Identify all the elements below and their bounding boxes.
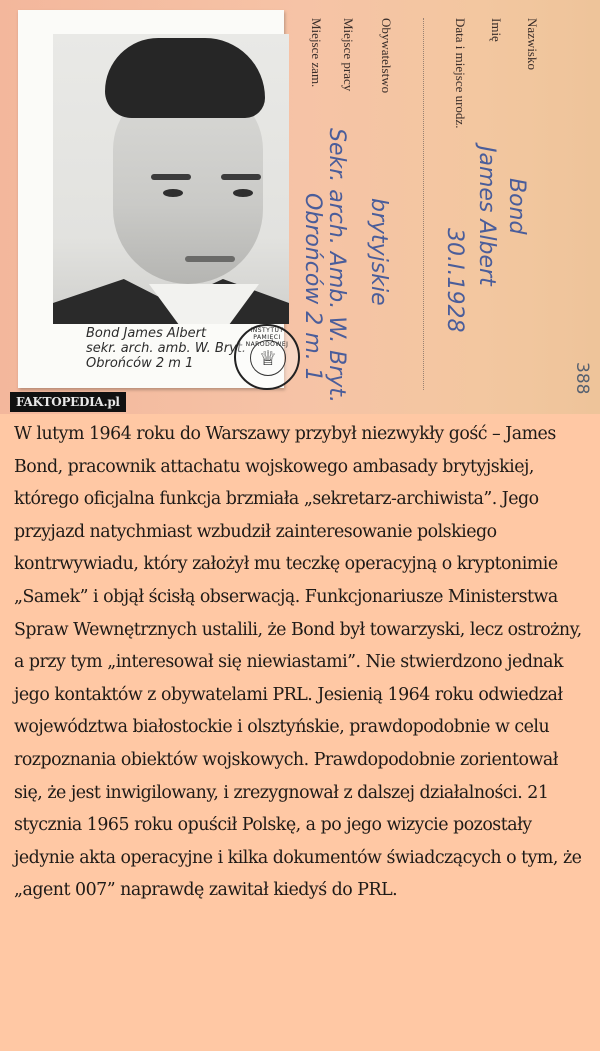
card-field-birth: [442, 18, 468, 390]
card-field-value: Sekr. arch. Amb. W. Bryt.: [324, 128, 349, 403]
portrait-brow-right: [221, 174, 261, 180]
photo-caption-line: Obrońców 2 m 1: [86, 356, 194, 371]
card-field-citizenship: [366, 18, 394, 390]
document-scan-image: [0, 0, 600, 414]
ipn-stamp: [234, 324, 300, 390]
photo-caption-line: Bond James Albert: [86, 326, 207, 341]
card-field-label: Obywatelstwo: [379, 18, 394, 94]
card-field-residence: [300, 18, 325, 390]
faktopedia-watermark: FAKTOPEDIA.pl: [10, 392, 126, 412]
portrait-brow-left: [151, 174, 191, 180]
card-field-label: Miejsce pracy: [341, 18, 356, 92]
card-field-workplace: [324, 18, 356, 403]
stamp-text: INSTYTUT PAMIĘCI NARODOWEJ: [245, 327, 289, 348]
article-text: W lutym 1964 roku do Warszawy przybył niezwykły gość – James Bond, pracownik attachatu wojskowego ambasady brytyjskiej, którego oficjalna funkcja brzmiała „sekretarz-archiwista”. Jego przyjazd natychmiast wzbudził zainteresowanie polskiego kontrwywiadu, który założył mu teczkę operacyjną o kryptonimie „Samek” i objął ścisłą obserwacją. Funkcjonariusze Ministerstwa Spraw Wewnętrznych ustalili, że Bond był towarzyski, lecz ostrożny, a przy tym „interesował się niewiastami”. Nie stwierdzono jednak jego kontaktów z obywatelami PRL. Jesienią 1964 roku odwiedzał województwa białostockie i olsztyńskie, prawdopodobnie w celu rozpoznania obiektów wojskowych. Prawdopodobnie zorientował się, że jest inwigilowany, i zrezygnował z dalszej działalności. 21 stycznia 1965 roku opuścił Polskę, a po jego wizycie pozostały jedynie akta operacyjne i kilka dokumentów świadczących o tym, że „agent 007” naprawdę zawitał kiedyś do PRL.: [14, 424, 582, 901]
portrait-photo: [53, 34, 289, 324]
card-field-label: Nazwisko: [525, 18, 540, 70]
card-field-label: Miejsce zam.: [309, 18, 324, 88]
portrait-eye-right: [233, 189, 253, 197]
eagle-emblem-icon: ♕: [250, 340, 286, 376]
portrait-hair: [105, 38, 265, 118]
card-field-label: Data i miejsce urodz.: [453, 18, 468, 129]
card-field-value: Obrońców 2 m. 1: [300, 193, 325, 382]
card-field-value: brytyjskie: [366, 198, 391, 306]
card-blank-line: [423, 18, 424, 390]
photo-caption-line: sekr. arch. amb. W. Bryt.: [86, 341, 247, 356]
card-field-value: James Albert: [474, 146, 499, 286]
portrait-eye-left: [163, 189, 183, 197]
card-field-value: 30.I.1928: [442, 228, 467, 333]
archive-number: 388: [572, 362, 592, 395]
portrait-mouth: [185, 256, 235, 262]
index-card: [300, 0, 600, 410]
card-field-value: Bond: [504, 178, 529, 235]
card-field-surname: [504, 18, 540, 390]
card-field-first-name: [474, 18, 504, 390]
card-field-label: Imię: [489, 18, 504, 42]
